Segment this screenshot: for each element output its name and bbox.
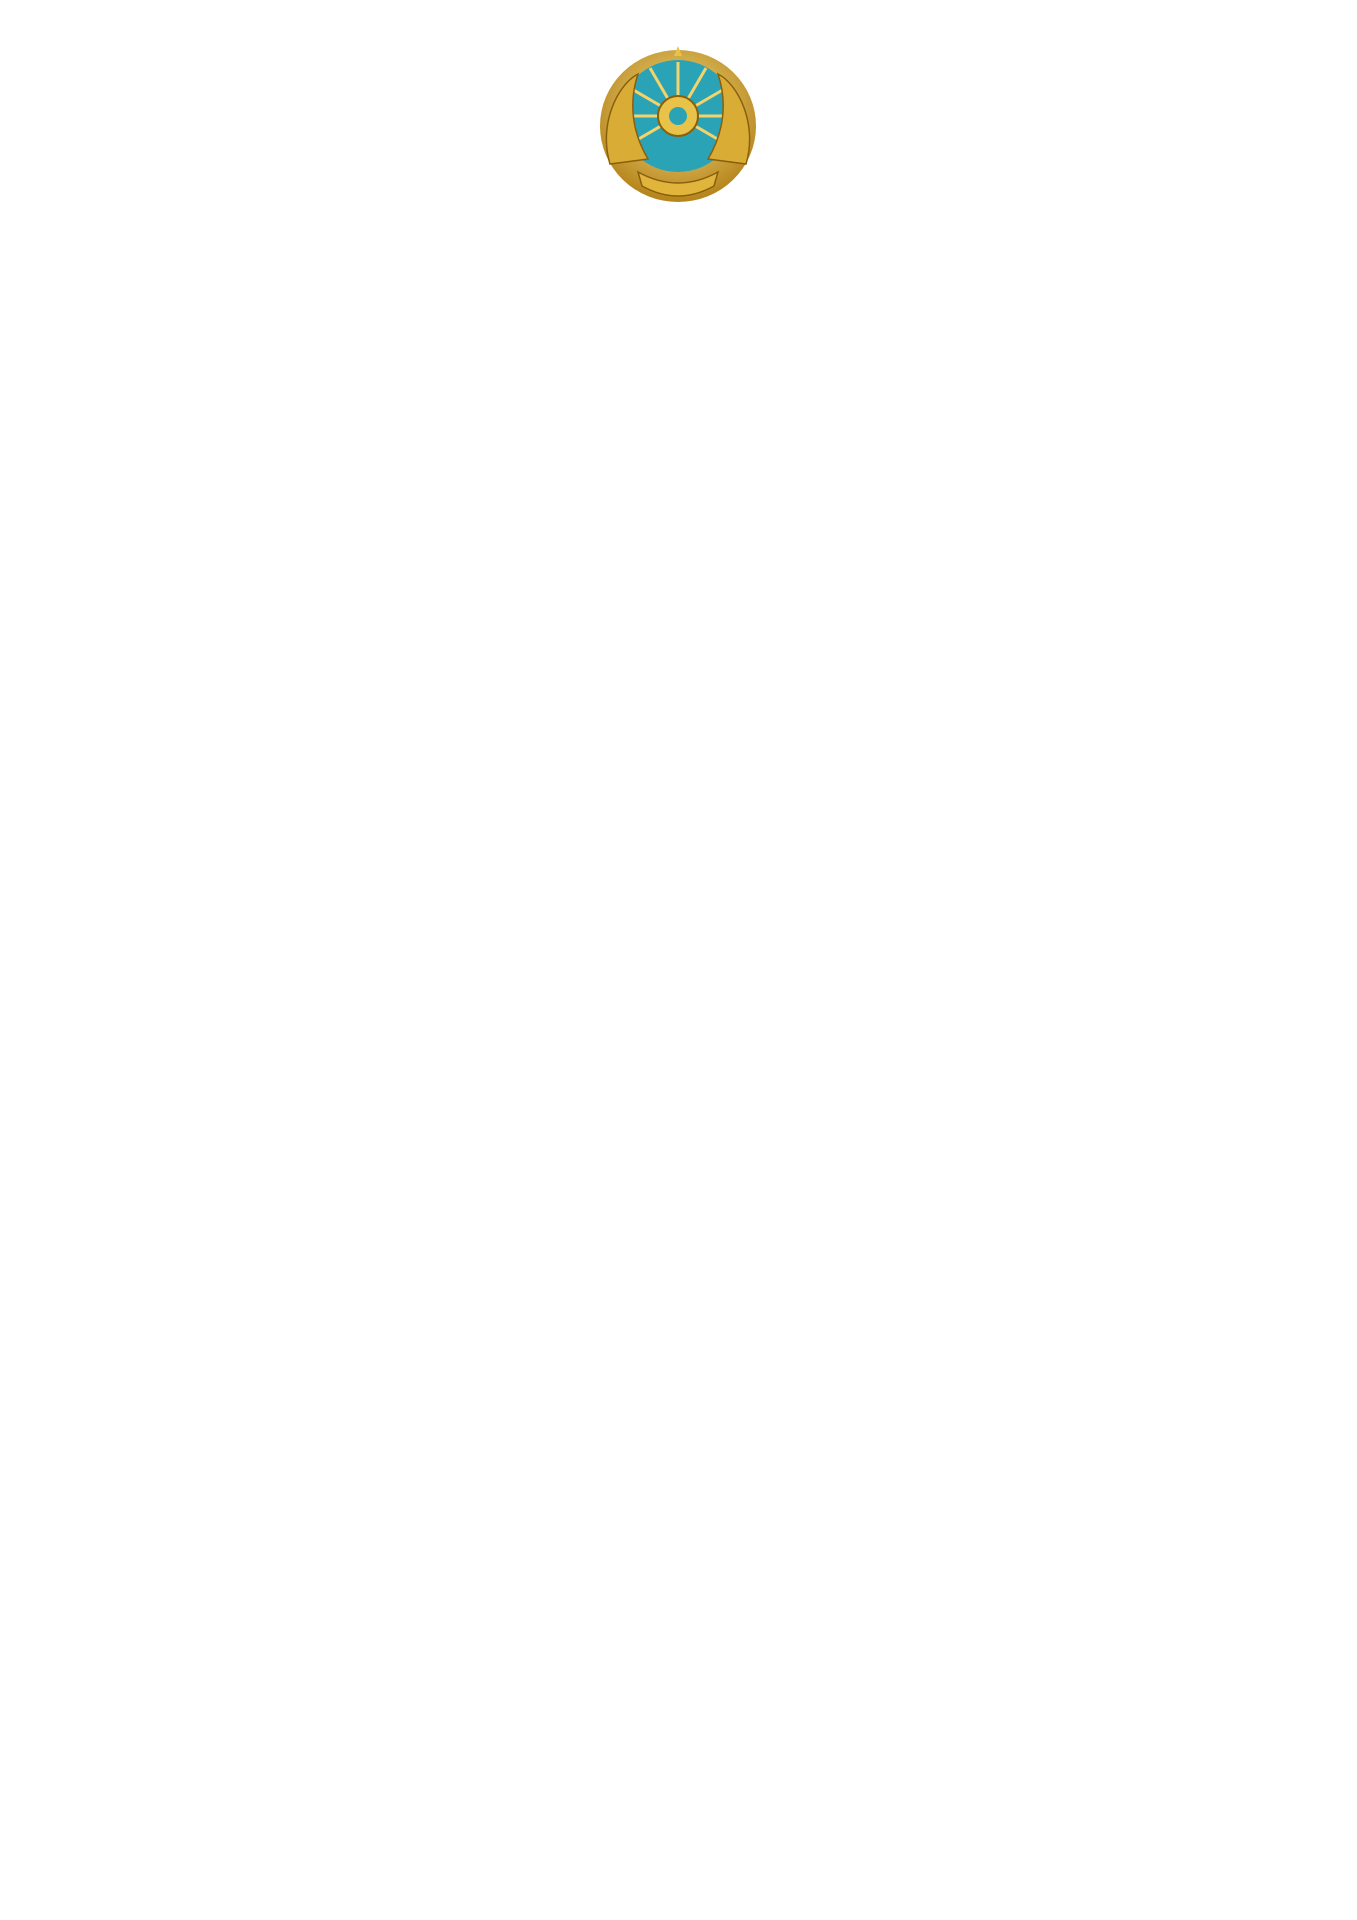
- qr-code-4-icon: [839, 1622, 1077, 1860]
- qr-code-5-icon: [1102, 1622, 1340, 1860]
- qr-code-3-icon: [576, 1622, 814, 1860]
- qr-code-2-icon: [313, 1622, 551, 1860]
- qr-code-top-icon: [1260, 74, 1346, 160]
- qr-code-1-icon: [50, 1622, 288, 1860]
- state-emblem-icon: [588, 44, 768, 214]
